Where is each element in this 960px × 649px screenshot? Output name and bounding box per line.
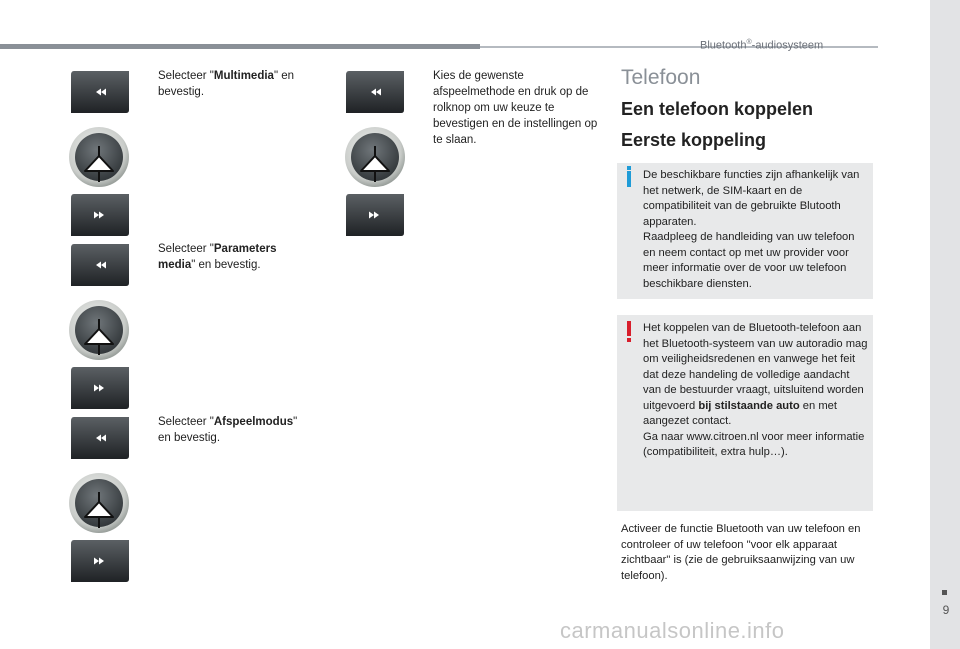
forward-button-icon <box>70 366 130 410</box>
rewind-button-icon <box>345 70 405 114</box>
page-header-title: Bluetooth®-audiosysteem <box>700 39 824 52</box>
warning-text-2: Ga naar www.citroen.nl voor meer informatie (compatibiliteit, extra hulp…). <box>643 430 865 458</box>
heading-pair-phone: Een telefoon koppelen <box>621 99 814 119</box>
step-choose-playback: Kies de gewenste afspeelmethode en druk op de rolknop om uw keuze te bevestigen en de instellingen op te slaan. <box>433 70 598 146</box>
page-number: 9 <box>942 603 950 617</box>
step-select-afspeelmodus: Selecteer "Afspeelmodus" en bevestig. <box>158 416 298 444</box>
heading-first-pairing: Eerste koppeling <box>621 130 767 150</box>
info-text-1: De beschikbare functies zijn afhankelijk van het netwerk, de SIM-kaart en de compatibiliteit van de gebruikte Blutooth apparaten. <box>643 169 860 228</box>
forward-button-icon <box>345 193 405 237</box>
rotary-knob-icon <box>68 299 130 361</box>
step-select-multimedia: Selecteer "Multimedia" en bevestig. <box>158 70 295 98</box>
warning-icon-dot <box>627 338 631 342</box>
side-strip <box>930 0 960 649</box>
page-dot <box>942 590 947 595</box>
header-bar-dark <box>0 44 480 49</box>
rotary-knob-icon <box>68 472 130 534</box>
body-text-activate-bluetooth: Activeer de functie Bluetooth van uw telefoon en controleer of uw telefoon "voor elk apparaat zichtbaar" is (zie de gebruiksaanwijzing van uw telefoon). <box>621 523 861 582</box>
warning-icon <box>627 321 631 336</box>
forward-button-icon <box>70 193 130 237</box>
info-icon-dot <box>627 166 631 170</box>
info-icon <box>627 171 631 187</box>
rewind-button-icon <box>70 243 130 287</box>
section-title: Telefoon <box>621 66 701 89</box>
rotary-knob-icon <box>68 126 130 188</box>
forward-button-icon <box>70 539 130 583</box>
warning-text-1: Het koppelen van de Bluetooth-telefoon aan het Bluetooth-systeem van uw autoradio mag om veiligheidsredenen en vanwege het feit dat deze handeling de volledige aandacht van de bestuurder vraagt, uitsluitend worden uitgevoerd bij stilstaande auto en met aangezet contact. <box>643 322 868 427</box>
step-select-parameters-media: Selecteer "Parameters media" en bevestig. <box>158 243 277 271</box>
warning-box <box>617 315 873 511</box>
rewind-button-icon <box>70 416 130 460</box>
watermark: carmanualsonline.info <box>560 618 785 643</box>
rewind-button-icon <box>70 70 130 114</box>
rotary-knob-icon <box>344 126 406 188</box>
info-box <box>617 163 873 299</box>
info-text-2: Raadpleeg de handleiding van uw telefoon en neem contact op met uw provider voor meer informatie over de voor uw telefoon beschikbare diensten. <box>643 231 855 290</box>
